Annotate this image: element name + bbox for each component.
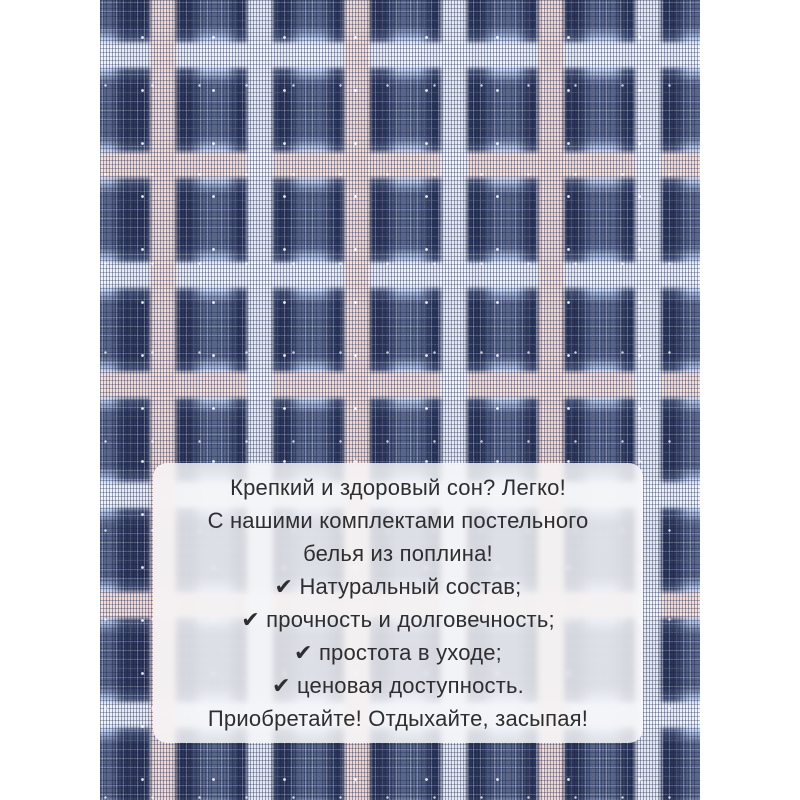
promo-line-headline-1: Крепкий и здоровый сон? Легко! bbox=[230, 475, 566, 500]
promo-bullet-affordable: ✔ ценовая доступность. bbox=[272, 673, 524, 698]
promo-line-headline-3: белья из поплина! bbox=[303, 541, 493, 566]
promo-card bbox=[153, 463, 643, 743]
promo-line-headline-2: С нашими комплектами постельного bbox=[207, 508, 589, 533]
promo-bullet-natural: ✔ Натуральный состав; bbox=[274, 574, 522, 599]
promo-bullet-durability: ✔ прочность и долговечность; bbox=[241, 607, 555, 632]
promo-bullet-easy-care: ✔ простота в уходе; bbox=[294, 640, 502, 665]
promo-line-cta: Приобретайте! Отдыхайте, засыпая! bbox=[207, 706, 589, 731]
